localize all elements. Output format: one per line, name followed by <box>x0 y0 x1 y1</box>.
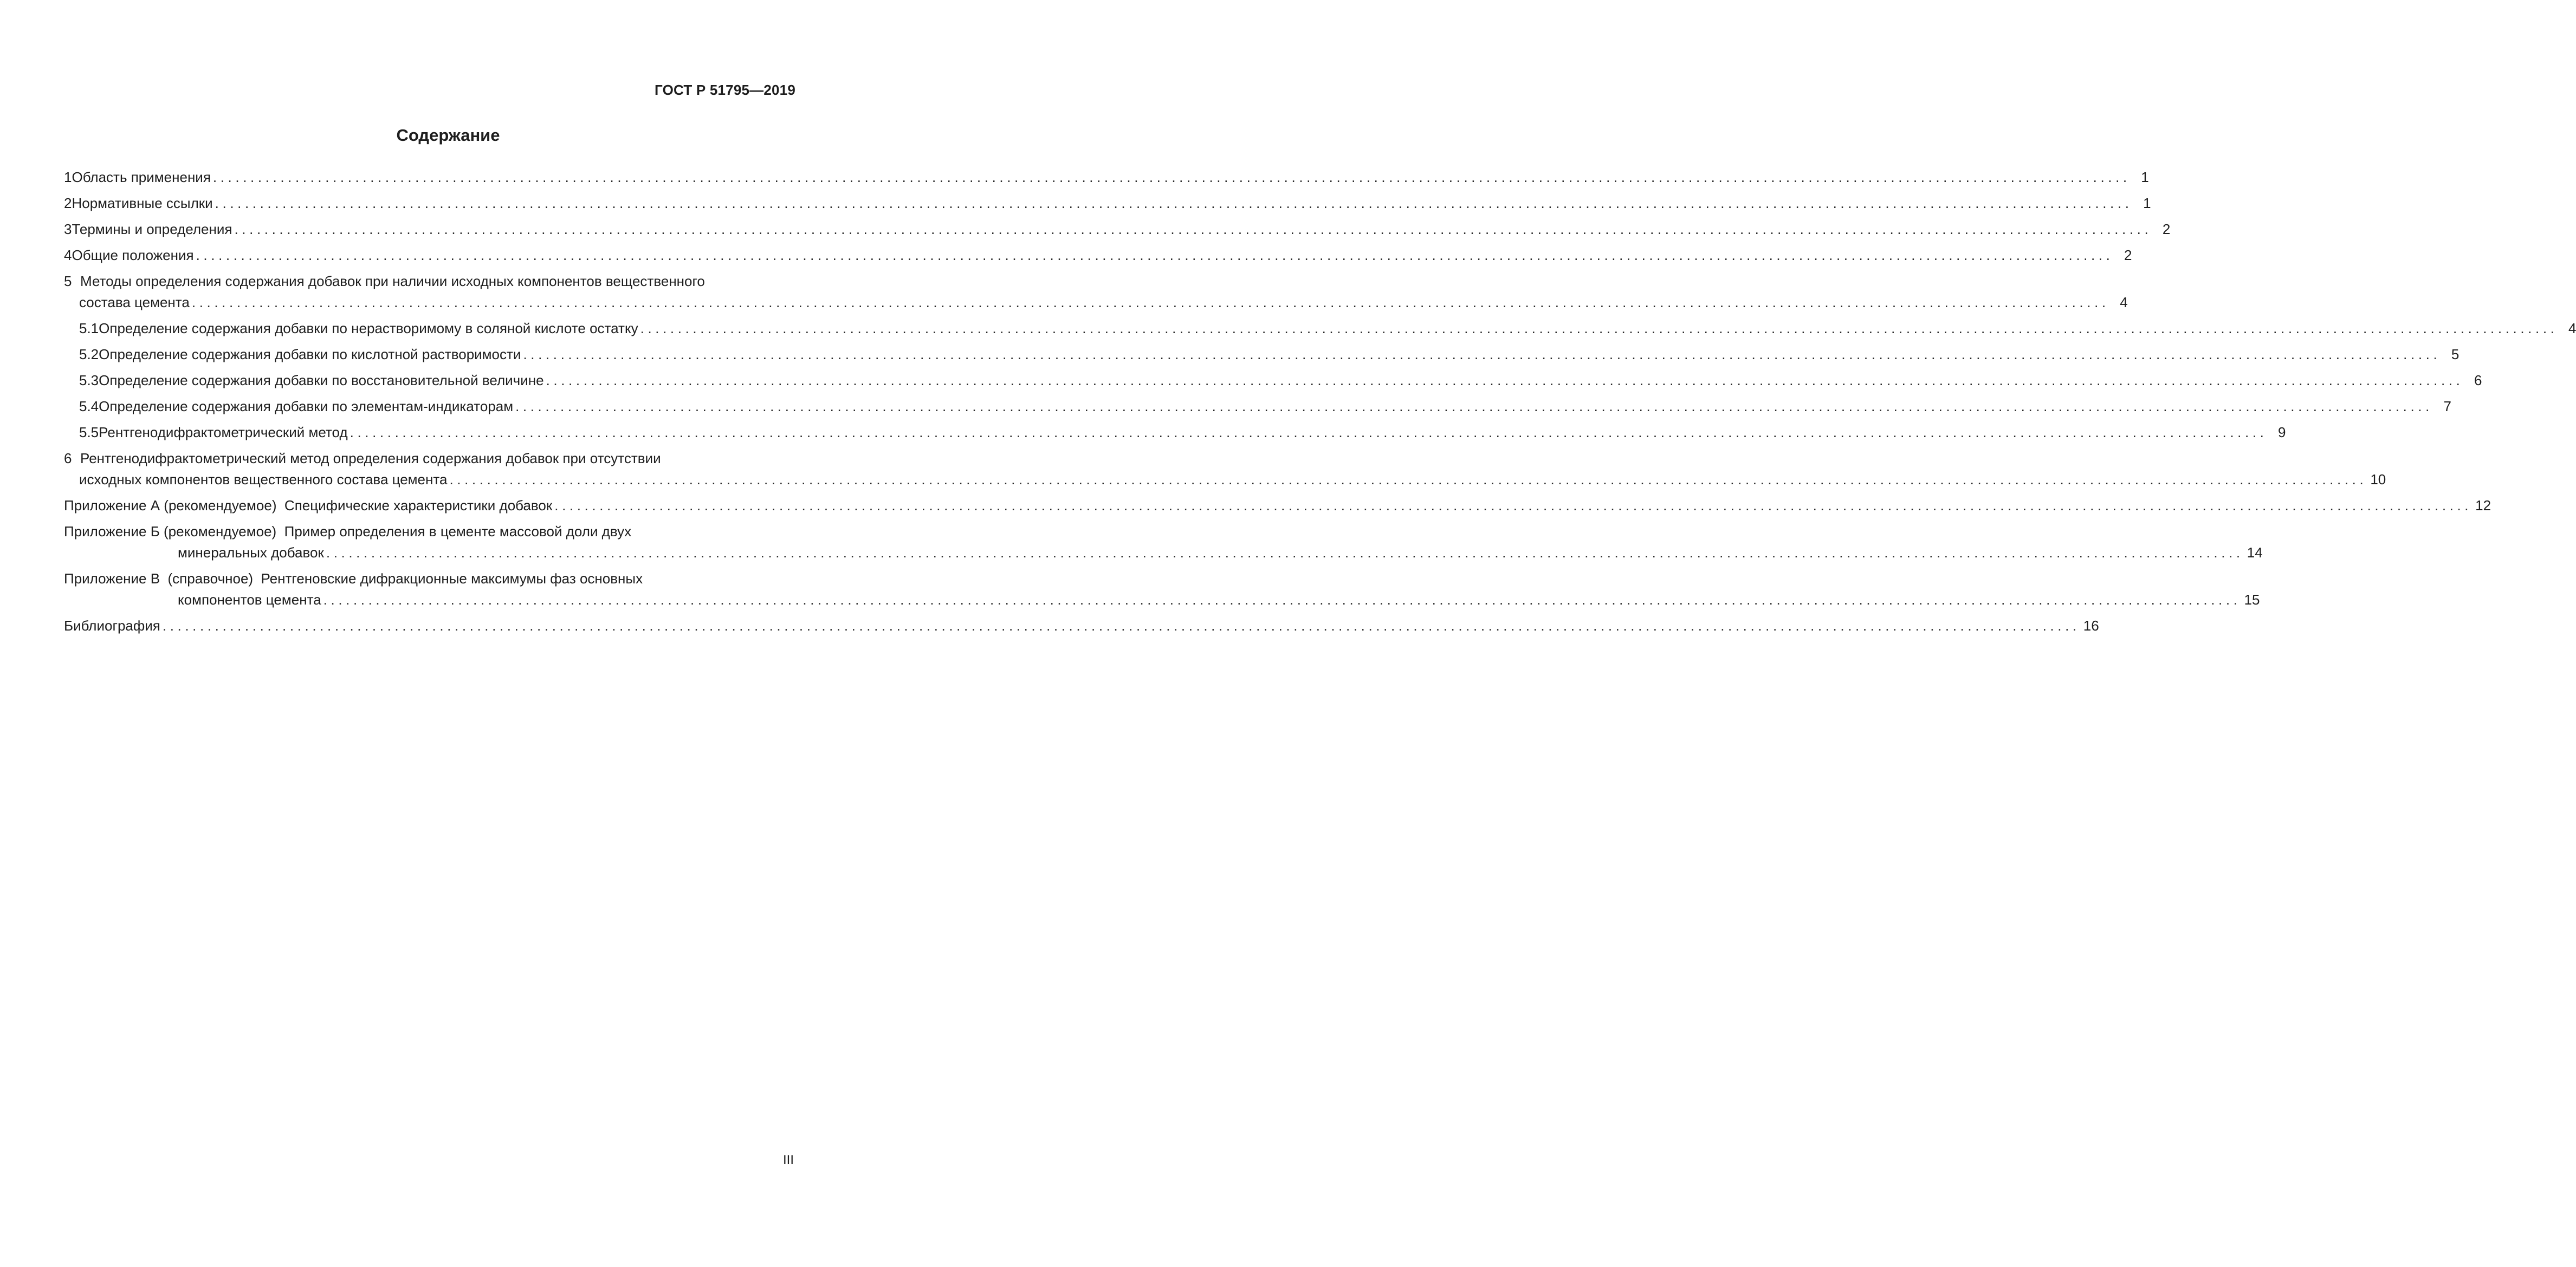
toc-entry-first-line: Приложение В (справочное) Рентгеновские дифракционные максимумы фаз основных <box>64 570 643 587</box>
toc-entry-number: 4 <box>64 247 72 263</box>
toc-entry-page: 1 <box>2143 195 2151 211</box>
dot-leader: ................................................................................................................................................................................................................................................................ <box>523 346 2441 362</box>
toc-entry-line <box>79 398 2451 415</box>
toc-entry-page: 5 <box>2451 346 2460 362</box>
toc-entry-line <box>79 294 2128 311</box>
toc-entry-title: Термины и определения <box>72 221 232 237</box>
toc-entry-appendix-v[interactable] <box>64 570 2260 618</box>
toc-entry-title: Нормативные ссылки <box>72 195 213 211</box>
toc-entry-4[interactable] <box>64 247 2132 273</box>
toc-entry-number: 5.1 <box>79 320 99 336</box>
dot-leader: ................................................................................................................................................................................................................................................................ <box>326 544 2244 561</box>
toc-entry-title-continuation: состава цемента <box>79 294 190 310</box>
page-title: Содержание <box>396 126 500 145</box>
toc-entry-appendix-b[interactable] <box>64 523 2263 570</box>
toc-entry-number: 5.2 <box>79 346 99 362</box>
toc-entry-title: Методы определения содержания добавок при наличии исходных компонентов вещественного <box>80 273 705 289</box>
toc-entry-page: 12 <box>2475 497 2491 514</box>
toc-entry-line <box>64 221 2171 238</box>
dot-leader: ................................................................................................................................................................................................................................................................ <box>515 398 2433 414</box>
dot-leader: ................................................................................................................................................................................................................................................................ <box>640 320 2558 336</box>
toc-entry-page: 16 <box>2083 618 2099 634</box>
toc-entry-5[interactable] <box>64 273 2128 320</box>
toc-entry-number: 2 <box>64 195 72 211</box>
toc-entry-page: 4 <box>2120 294 2128 310</box>
toc-entry-5-3[interactable] <box>64 372 2482 398</box>
toc-entry-page: 15 <box>2244 592 2260 608</box>
toc-entry-title: Рентгенодифрактометрический метод <box>99 424 348 440</box>
dot-leader: ................................................................................................................................................................................................................................................................ <box>546 372 2464 388</box>
toc-entry-first-line <box>64 450 661 467</box>
toc-entry-line <box>64 618 2099 634</box>
toc-entry-first-line: Приложение Б (рекомендуемое) Пример определения в цементе массовой доли двух <box>64 523 632 540</box>
toc-entry-page: 4 <box>2568 320 2576 336</box>
toc-entry-title: Рентгенодифрактометрический метод определения содержания добавок при отсутствии <box>80 450 661 466</box>
toc-entry-5-2[interactable] <box>64 346 2460 372</box>
dot-leader: ................................................................................................................................................................................................................................................................ <box>349 424 2268 440</box>
toc-entry-page: 1 <box>2141 169 2149 185</box>
document-number-header: ГОСТ Р 51795—2019 <box>655 82 795 98</box>
toc-entry-line <box>79 372 2482 389</box>
dot-leader: ................................................................................................................................................................................................................................................................ <box>191 294 2109 310</box>
toc-entry-page: 2 <box>2162 221 2171 237</box>
toc-entry-5-4[interactable] <box>64 398 2451 424</box>
toc-entry-title-continuation: компонентов цемента <box>178 592 321 608</box>
toc-entry-number: 1 <box>64 169 72 185</box>
toc-entry-title: Определение содержания добавки по элементам-индикаторам <box>99 398 514 414</box>
toc-entry-first-line <box>64 273 705 290</box>
toc-entry-title: Приложение А (рекомендуемое) Специфические характеристики добавок <box>64 497 553 514</box>
toc-entry-line <box>79 320 2576 337</box>
dot-leader: ................................................................................................................................................................................................................................................................ <box>449 471 2367 488</box>
toc-entry-page: 9 <box>2278 424 2286 440</box>
toc-entry-line <box>64 247 2132 264</box>
toc-entry-1[interactable] <box>64 169 2149 195</box>
page-number-footer: III <box>782 1153 794 1167</box>
toc-entry-number: 5.4 <box>79 398 99 414</box>
toc-entry-page: 2 <box>2124 247 2132 263</box>
toc-entry-line <box>64 497 2491 514</box>
toc-entry-line <box>178 544 2263 561</box>
toc-entry-appendix-a[interactable] <box>64 497 2491 523</box>
toc-entry-number: 5 <box>64 273 72 289</box>
toc-entry-title-continuation: минеральных добавок <box>178 544 324 561</box>
dot-leader: ................................................................................................................................................................................................................................................................ <box>554 497 2473 514</box>
toc-entry-line <box>178 592 2260 608</box>
toc-entry-line <box>79 424 2286 441</box>
toc-entry-2[interactable] <box>64 195 2151 221</box>
toc-entry-line <box>79 346 2460 363</box>
table-of-contents <box>64 169 2576 644</box>
dot-leader: ................................................................................................................................................................................................................................................................ <box>234 221 2152 237</box>
toc-entry-page: 10 <box>2370 471 2386 488</box>
dot-leader: ................................................................................................................................................................................................................................................................ <box>215 195 2133 211</box>
dot-leader: ................................................................................................................................................................................................................................................................ <box>196 247 2114 263</box>
toc-entry-page: 6 <box>2474 372 2482 388</box>
toc-entry-page: 14 <box>2247 544 2263 561</box>
toc-entry-number: 5.3 <box>79 372 99 388</box>
toc-entry-5-5[interactable] <box>64 424 2286 450</box>
toc-entry-title: Определение содержания добавки по нерастворимому в соляной кислоте остатку <box>99 320 638 336</box>
toc-entry-title: Определение содержания добавки по восстановительной величине <box>99 372 544 388</box>
toc-entry-title: Общие положения <box>72 247 194 263</box>
toc-entry-title-continuation: исходных компонентов вещественного состава цемента <box>79 471 448 488</box>
dot-leader: ................................................................................................................................................................................................................................................................ <box>212 169 2131 185</box>
toc-entry-line <box>64 169 2149 186</box>
dot-leader: ................................................................................................................................................................................................................................................................ <box>323 592 2241 608</box>
toc-entry-number: 5.5 <box>79 424 99 440</box>
toc-entry-6[interactable] <box>64 450 2386 497</box>
toc-entry-number: 3 <box>64 221 72 237</box>
toc-entry-title: Область применения <box>72 169 211 185</box>
toc-entry-line <box>64 195 2151 212</box>
toc-entry-title: Определение содержания добавки по кислотной растворимости <box>99 346 521 362</box>
toc-entry-title: Библиография <box>64 618 160 634</box>
toc-entry-bibliography[interactable] <box>64 618 2099 644</box>
toc-entry-line <box>79 471 2386 488</box>
toc-entry-3[interactable] <box>64 221 2171 247</box>
toc-entry-number: 6 <box>64 450 72 466</box>
toc-entry-5-1[interactable] <box>64 320 2576 346</box>
toc-entry-page: 7 <box>2443 398 2451 414</box>
dot-leader: ................................................................................................................................................................................................................................................................ <box>162 618 2080 634</box>
